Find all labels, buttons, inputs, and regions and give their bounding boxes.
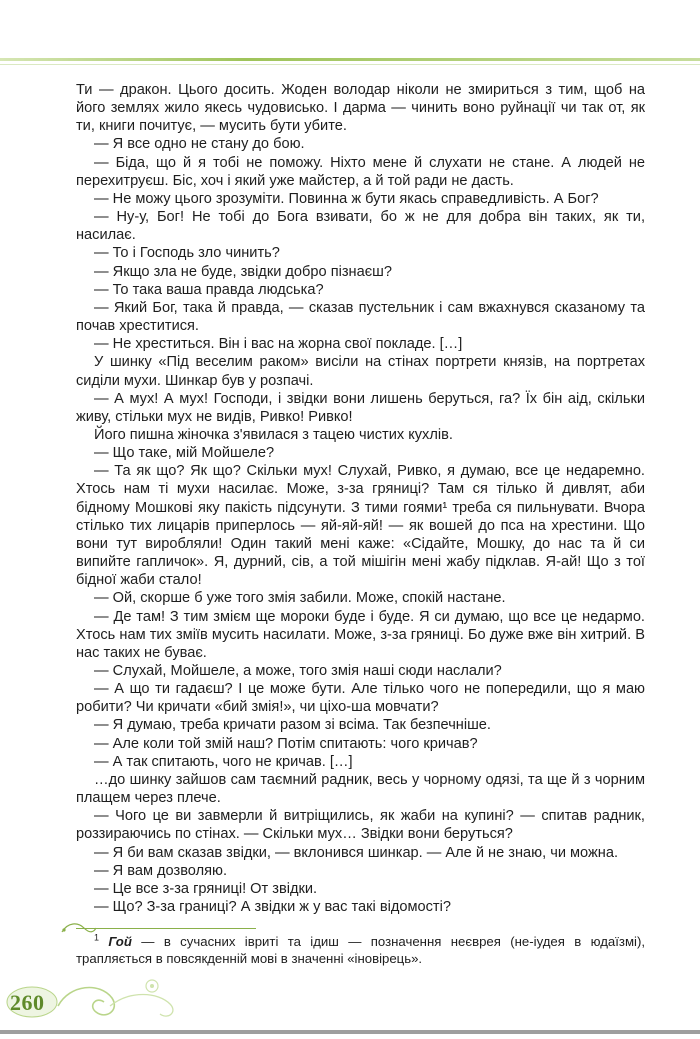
paragraph: — Біда, що й я тобі не поможу. Ніхто мене й слухати не стане. А людей не перехитруєш. Біс, хоч і який уже майстер, а й той ради не дасть.	[76, 154, 645, 189]
page-number: 260	[10, 990, 45, 1015]
paragraph: …до шинку зайшов сам таємний радник, весь у чорному одязі, та ще й з чорним плащем через плече.	[76, 771, 645, 807]
paragraph: — А так спитають, чого не кричав. […]	[94, 753, 353, 770]
paragraph: — Що таке, мій Мойшеле?	[94, 445, 275, 462]
footer-band	[0, 1030, 700, 1034]
paragraph: — Що? З-за границі? А звідки ж у вас такі відомості?	[94, 899, 451, 916]
paragraph: У шинку «Під веселим раком» висіли на стінах портрети князів, на портретах сиділи мухи. Шинкар був у розпачі.	[76, 354, 645, 389]
paragraph: — А мух! А мух! Господи, і звідки вони лишень беруться, га? Їх бін аід, скільки живу, стільки мух не видів, Ривко! Ривко!	[76, 390, 645, 425]
paragraph: — Але коли той змій наш? Потім спитають: чого кричав?	[94, 735, 478, 752]
paragraph: — Який Бог, така й правда, — сказав пустельник і сам вжахнувся сказаному та почав хреститися.	[76, 299, 645, 335]
paragraph: — Слухай, Мойшеле, а може, того змія наші сюди наслали?	[94, 663, 502, 679]
footnote-mark: 1	[94, 932, 100, 943]
footnote-term: Гой	[108, 934, 132, 949]
paragraph: — Де там! З тим змієм ще мороки буде і буде. Я си думаю, що все це недармо. Хтось нам тих зміїв мусить насилати. Може, з-за гряниці. Бо дуже вже він хитрий. В нас таких не буває.	[76, 608, 645, 661]
footnote-separator	[76, 928, 256, 929]
paragraph: — Якщо зла не буде, звідки добро пізнаєш?	[94, 263, 392, 280]
paragraph: Його пишна жіночка з'явилася з тацею чистих кухлів.	[94, 426, 453, 443]
paragraph: Ти — дракон. Цього досить. Жоден володар ніколи не змириться з тим, щоб на його землях жило якесь чудовисько. І дарма — чинить воно руйнації чи так от, як ти, книги почитує, — мусить бути убите.	[76, 82, 645, 135]
paragraph: — Чого це ви завмерли й витріщились, як жаби на купині? — спитав радник, роззираючись по стінах. — Скільки мух… Звідки вони беруться?	[76, 808, 645, 843]
paragraph: — Ну-у, Бог! Не тобі до Бога взивати, бо ж не для добра він таких, як ти, насилає.	[76, 209, 645, 244]
paragraph: — То і Господь зло чинить?	[94, 245, 280, 262]
header-rule	[0, 58, 700, 61]
body-text	[76, 81, 645, 916]
paragraph: — То така ваша правда людська?	[94, 281, 324, 298]
header-rule-thin	[0, 64, 700, 65]
paragraph: — Я все одно не стану до бою.	[94, 136, 305, 153]
paragraph: — Я думаю, треба кричати разом зі всіма. Так безпечніше.	[94, 717, 491, 734]
paragraph: — Не хреститься. Він і вас на жорна свої покладе. […]	[94, 336, 463, 353]
paragraph: — Я вам дозволяю.	[94, 862, 227, 879]
footnote-text: — в сучасних івриті та ідиш — позначення неєврея (не-іудея в юдаїзмі), трапляється в повсякденній мові в значенні «іновірець».	[76, 934, 645, 966]
paragraph: — А що ти гадаєш? І це може бути. Але тілько чого не попередили, що я маю робити? Чи кричати «бий змія!», чи ціхо-ша мовчати?	[76, 681, 645, 716]
paragraph: — Та як що? Як що? Скільки мух! Слухай, Ривко, я думаю, все це недаремно. Хтось нам ті мухи насилає. Може, з-за гряниці? Там ся тілько й дивлят, аби бідному Мошкові яку пакість підсунути. З тими гоями¹ треба ся пильнувати. Вчора стілько тих лицарів приперлось — яй-яй-яй! — як вошей до пса на хрестини. Що вони тут виробляли! Один такий мені каже: «Сідайте, Мошку, до нас та й си випийте гапличок». Я, дурний, сів, а той мішігін мені жабу підклав. Я-ай! Що з тої бідної жаби стало!	[76, 463, 645, 589]
paragraph: — Це все з-за гряниці! От звідки.	[94, 880, 318, 897]
paragraph: — Я би вам сказав звідки, — вклонився шинкар. — Але й не знаю, чи можна.	[94, 844, 618, 861]
footnote	[76, 933, 645, 967]
paragraph: — Ой, скорше б уже того змія забили. Може, спокій настане.	[94, 590, 506, 607]
decorative-swirl-icon	[40, 976, 190, 1026]
paragraph: — Не можу цього зрозуміти. Повинна ж бути якась справедливість. А Бог?	[94, 190, 599, 207]
